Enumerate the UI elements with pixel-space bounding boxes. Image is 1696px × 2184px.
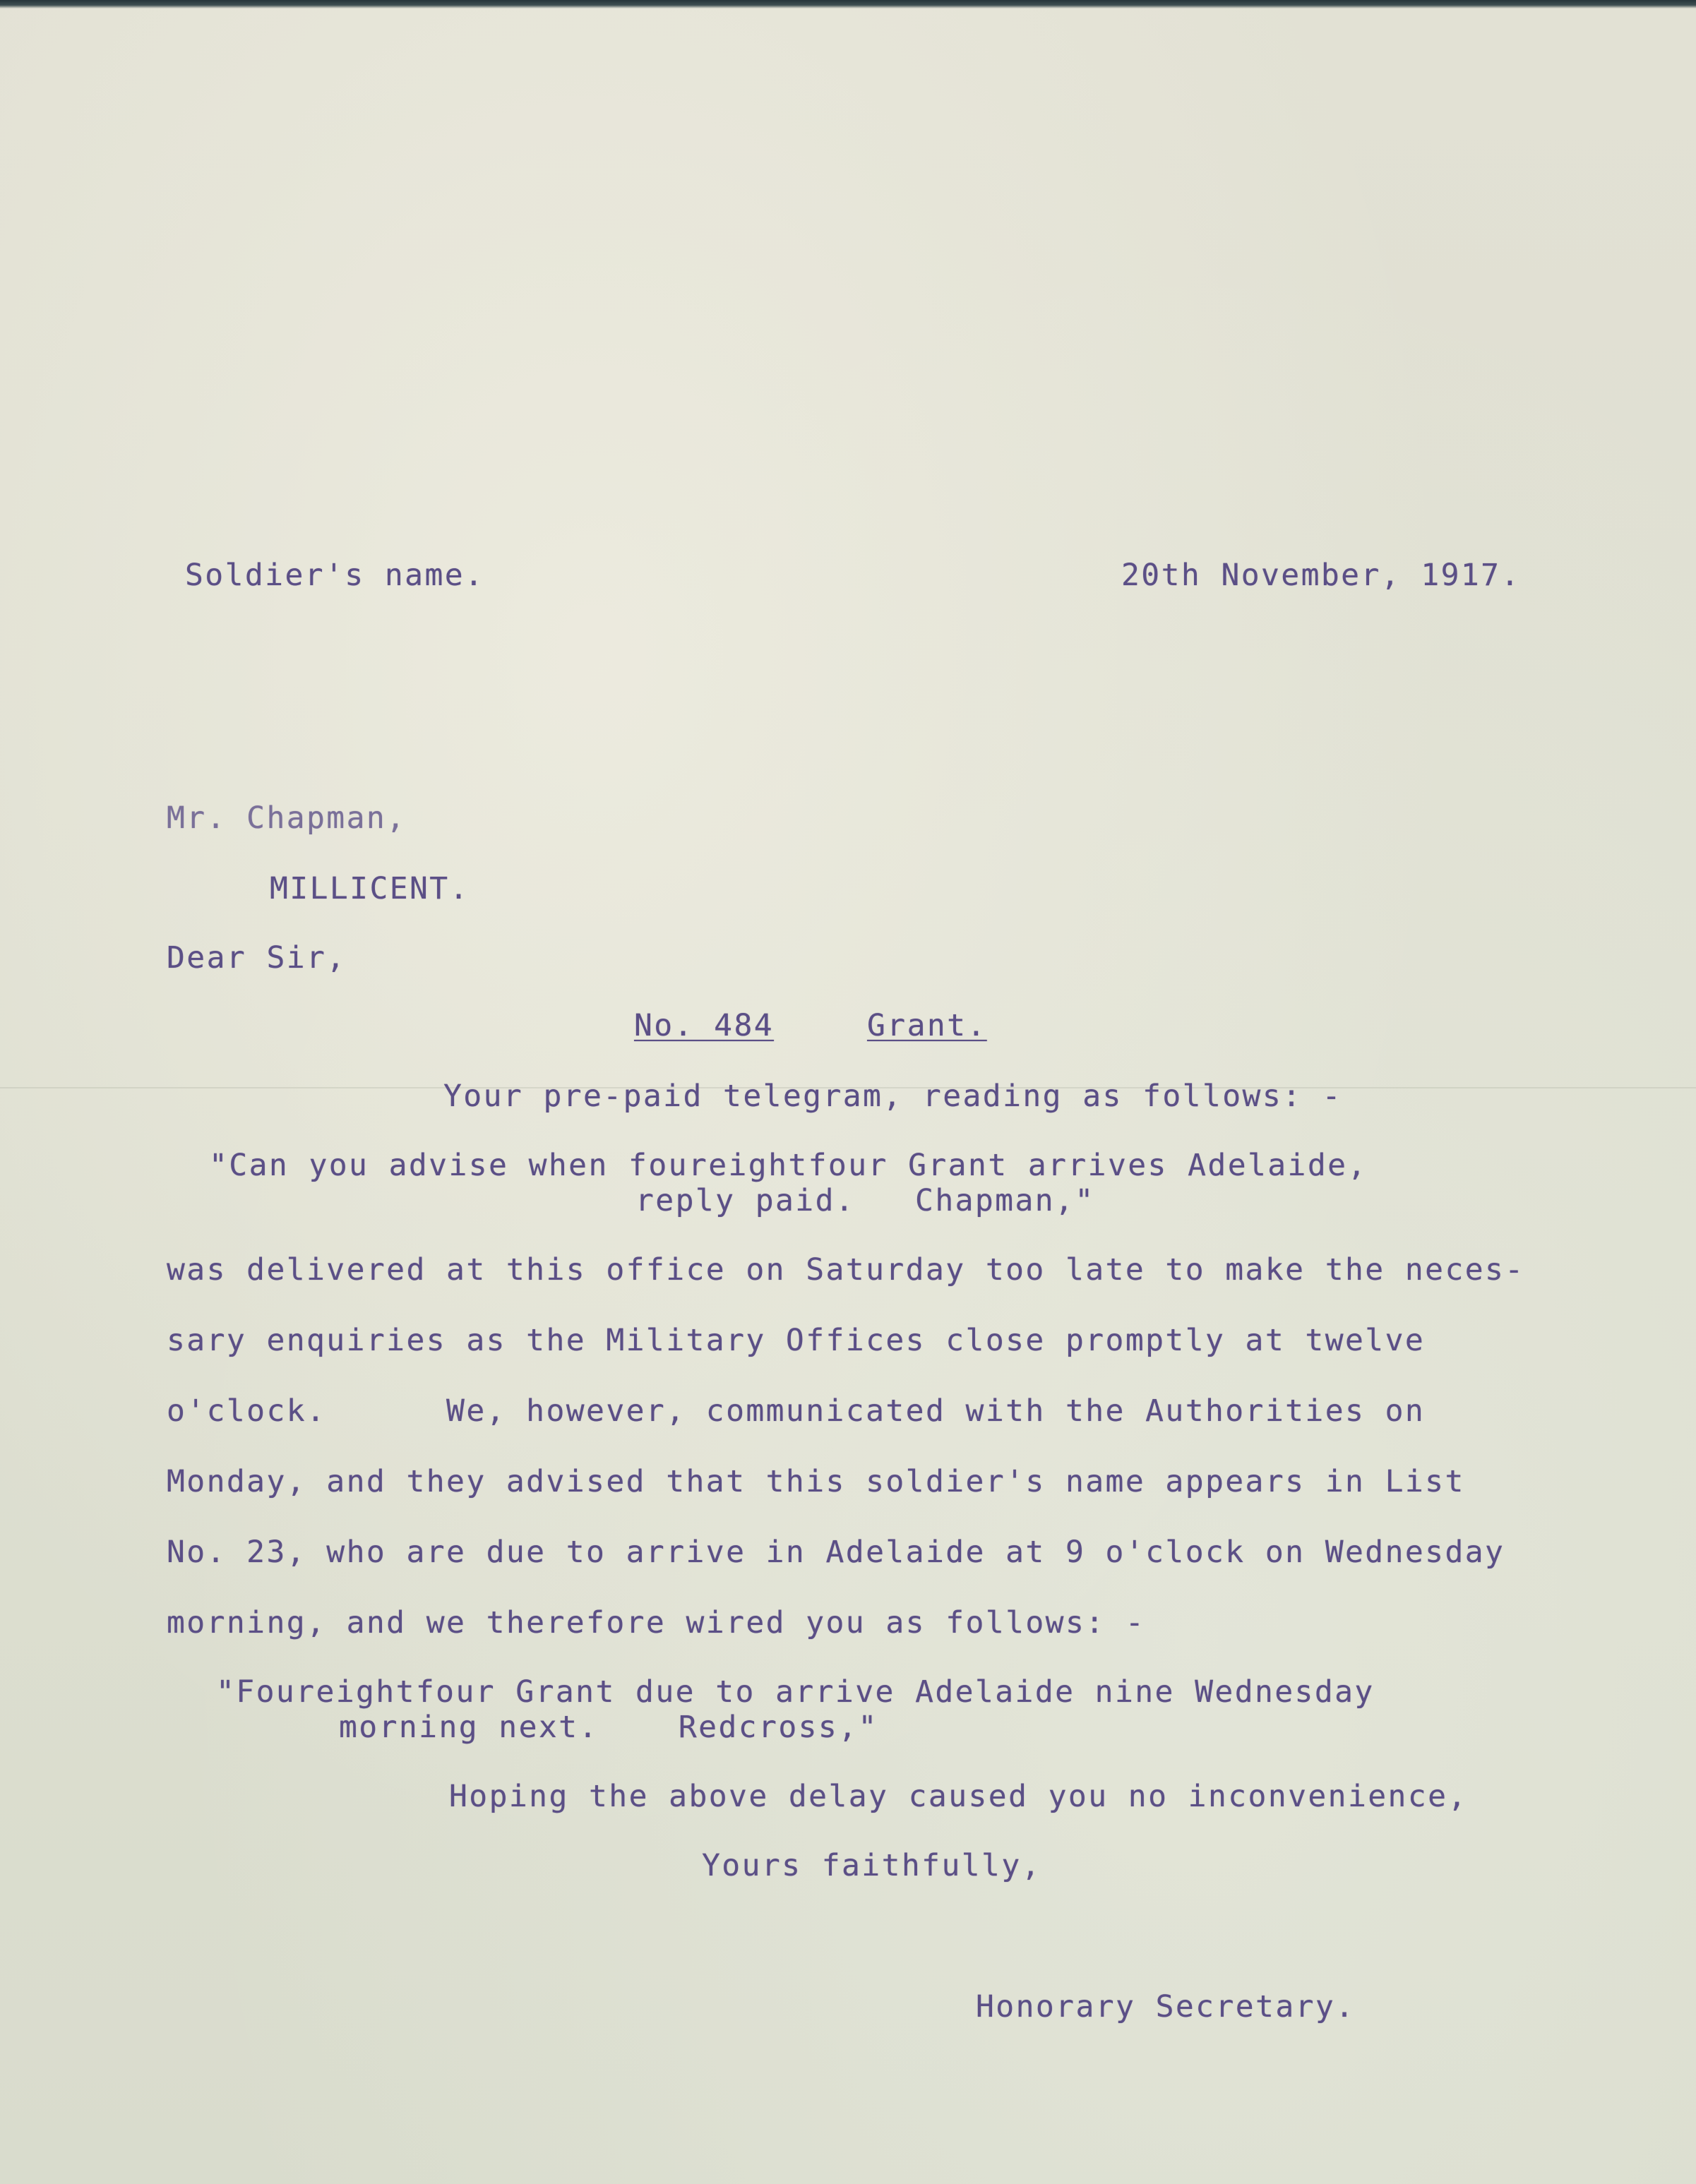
body-line-3: sary enquiries as the Military Offices close promptly at twelve (167, 1323, 1426, 1358)
scan-top-edge (0, 0, 1696, 8)
telegram-quote-line-1: "Can you advise when foureightfour Grant arrives Adelaide, (209, 1148, 1368, 1183)
body-line-7: morning, and we therefore wired you as follows: - (167, 1605, 1146, 1640)
telegram-quote-line-2: reply paid. Chapman," (635, 1183, 1095, 1218)
reference-label: Soldier's name. (185, 558, 485, 593)
subject-name: Grant. (867, 1008, 987, 1043)
recipient-town: MILLICENT. (270, 871, 470, 906)
body-line-2: was delivered at this office on Saturday too late to make the neces- (167, 1252, 1525, 1288)
reply-quote-line-2: morning next. Redcross," (339, 1710, 878, 1745)
salutation: Dear Sir, (167, 940, 347, 976)
recipient-name: Mr. Chapman, (167, 800, 407, 836)
body-line-6: No. 23, who are due to arrive in Adelaide at 9 o'clock on Wednesday (167, 1535, 1505, 1570)
signature-title: Honorary Secretary. (976, 1989, 1356, 2024)
subject-number: No. 484 (634, 1008, 775, 1043)
reply-quote-line-1: "Foureightfour Grant due to arrive Adelaide nine Wednesday (216, 1674, 1375, 1710)
closing: Yours faithfully, (702, 1848, 1041, 1883)
body-line-1: Your pre-paid telegram, reading as follows: - (443, 1079, 1342, 1114)
body-line-5: Monday, and they advised that this soldier's name appears in List (167, 1464, 1465, 1499)
letter-date: 20th November, 1917. (1121, 558, 1521, 593)
body-line-8: Hoping the above delay caused you no inconvenience, (449, 1779, 1468, 1814)
body-line-4: o'clock. We, however, communicated with the Authorities on (167, 1393, 1426, 1429)
